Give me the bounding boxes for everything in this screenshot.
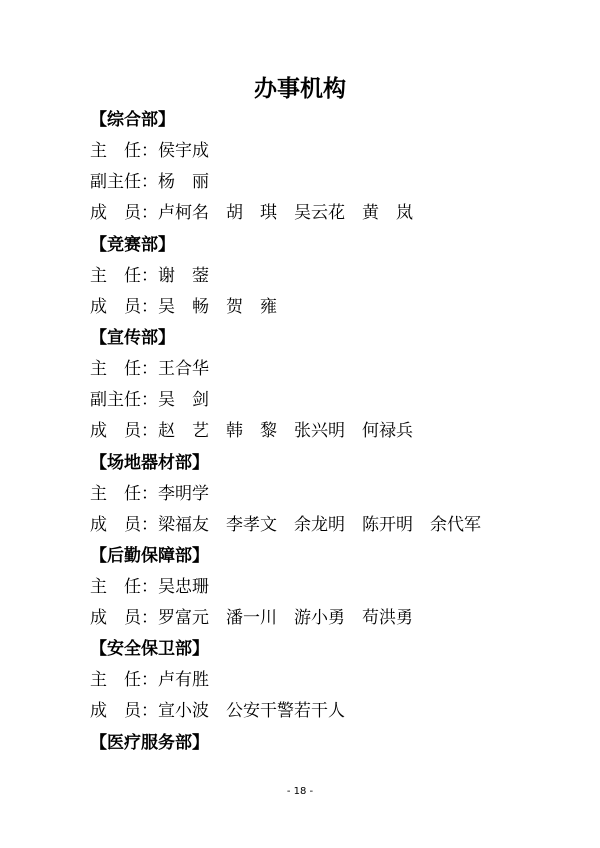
staff-row: 成 员：卢柯名 胡 琪 吴云花 黄 岚 xyxy=(90,203,413,224)
staff-row: 成 员：梁福友 李孝文 余龙明 陈开明 余代军 xyxy=(90,514,481,535)
staff-row: 成 员：吴 畅 贺 雍 xyxy=(90,296,277,317)
department-heading-general: 【综合部】 xyxy=(90,110,175,130)
page-number: - 18 - xyxy=(286,786,314,797)
department-heading-logistics: 【后勤保障部】 xyxy=(90,545,209,566)
staff-row: 成 员：赵 艺 韩 黎 张兴明 何禄兵 xyxy=(90,421,413,442)
staff-row: 主 任：侯宇成 xyxy=(90,141,209,161)
staff-row: 主 任：谢 蓥 xyxy=(90,265,209,286)
staff-row: 副主任：吴 剑 xyxy=(90,390,209,411)
department-heading-publicity: 【宣传部】 xyxy=(90,327,175,348)
office-list xyxy=(90,105,570,759)
staff-row: 主 任：李明学 xyxy=(90,483,209,504)
department-heading-venue-equipment: 【场地器材部】 xyxy=(90,452,209,473)
page-title: 办事机构 xyxy=(254,76,346,102)
staff-row: 主 任：吴忠珊 xyxy=(90,576,209,597)
staff-row: 主 任：王合华 xyxy=(90,358,209,379)
staff-row: 主 任：卢有胜 xyxy=(90,670,209,691)
department-heading-competition: 【竞赛部】 xyxy=(90,234,175,255)
department-heading-medical: 【医疗服务部】 xyxy=(90,732,209,753)
department-heading-security: 【安全保卫部】 xyxy=(90,639,209,660)
staff-row: 副主任：杨 丽 xyxy=(90,172,209,193)
staff-row: 成 员：罗富元 潘一川 游小勇 苟洪勇 xyxy=(90,608,413,629)
staff-row: 成 员：宣小波 公安干警若干人 xyxy=(90,701,345,722)
